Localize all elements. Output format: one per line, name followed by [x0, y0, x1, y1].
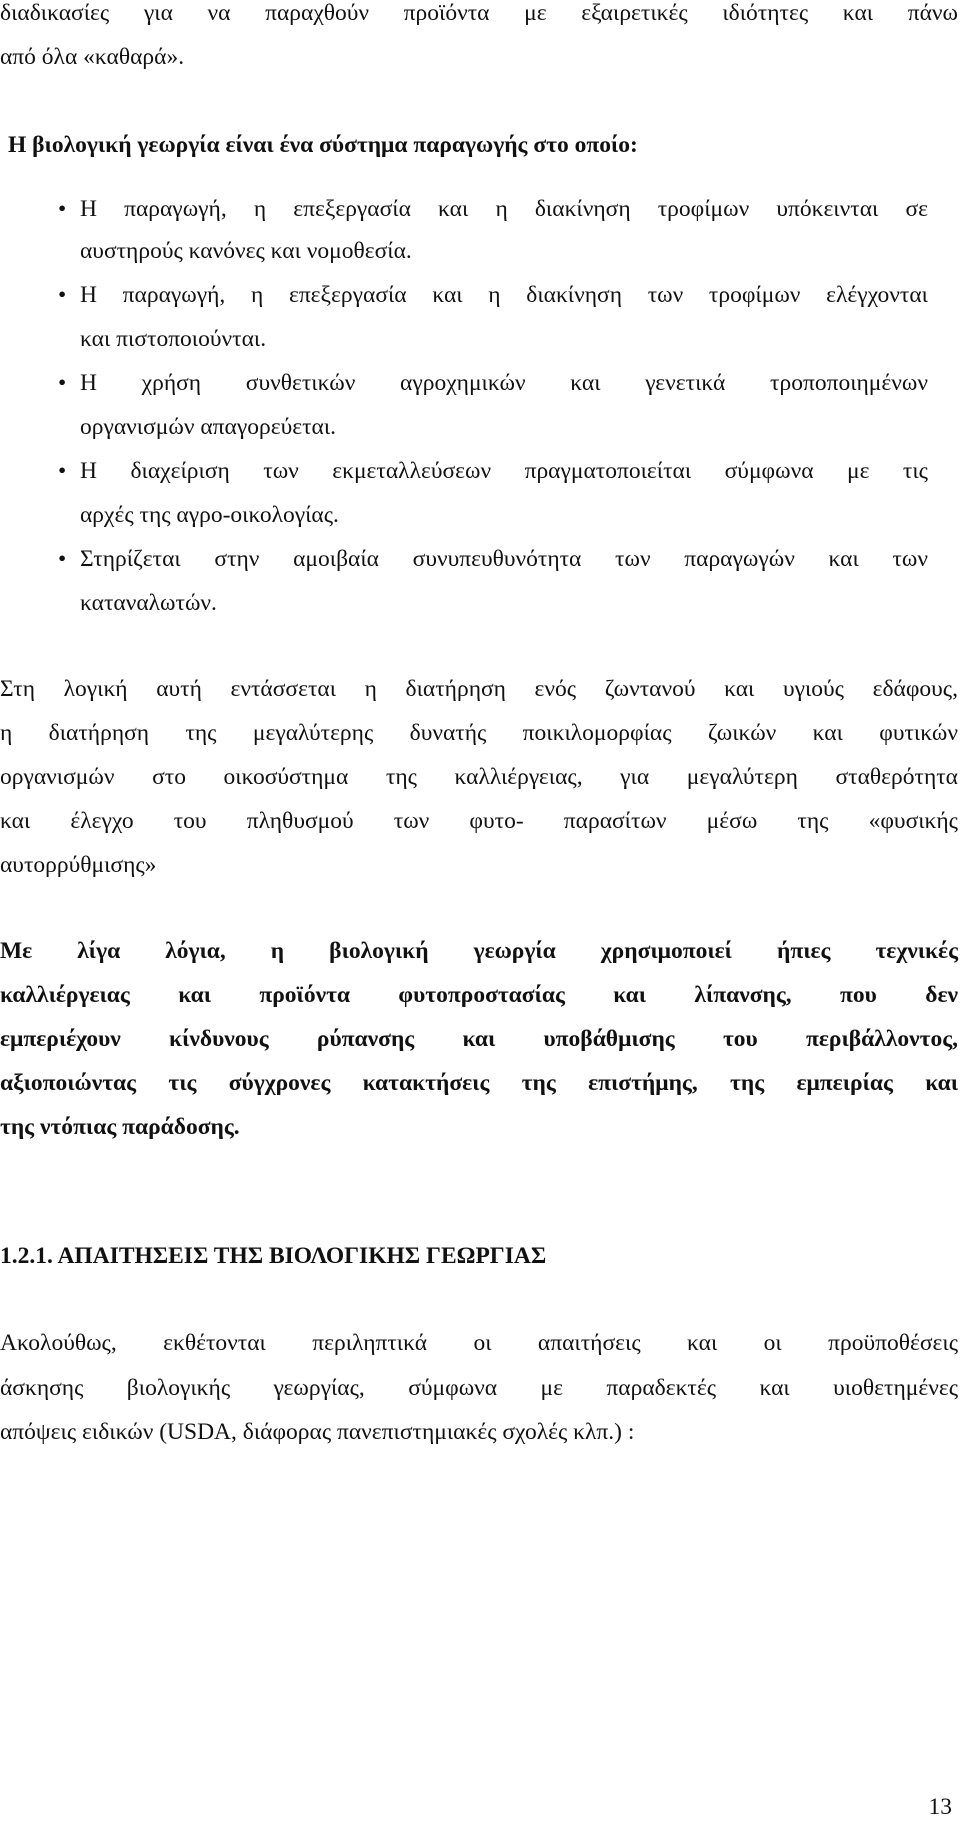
bullet-continuation: αρχές της αγρο-οικολογίας.	[80, 502, 339, 528]
paragraph-line: Στη λογική αυτή εντάσσεται η διατήρηση ενός ζωντανού και υγιούς εδάφους,	[0, 676, 958, 702]
page-number: 13	[928, 1794, 952, 1820]
intro-line-1: διαδικασίες για να παραχθούν προϊόντα με εξαιρετικές ιδιότητες και πάνω	[0, 0, 958, 26]
paragraph-line: άσκησης βιολογικής γεωργίας, σύμφωνα με παραδεκτές και υιοθετημένες	[0, 1375, 958, 1401]
intro-line-2: από όλα «καθαρά».	[0, 44, 185, 70]
paragraph-line: εμπεριέχουν κίνδυνους ρύπανσης και υποβάθμισης του περιβάλλοντος,	[0, 1026, 958, 1052]
bullet-item	[58, 372, 938, 402]
bullet-continuation: και πιστοποιούνται.	[80, 326, 267, 352]
bullet-item	[58, 460, 938, 490]
paragraph-line: Με λίγα λόγια, η βιολογική γεωργία χρησιμοποιεί ήπιες τεχνικές	[0, 938, 958, 964]
paragraph-line: της ντόπιας παράδοσης.	[0, 1114, 240, 1140]
bullet-text: Η παραγωγή, η επεξεργασία και η διακίνηση των τροφίμων ελέγχονται	[80, 282, 928, 308]
paragraph-line: οργανισμών στο οικοσύστημα της καλλιέργειας, για μεγαλύτερη σταθερότητα	[0, 764, 958, 790]
section-heading: 1.2.1. ΑΠΑΙΤΗΣΕΙΣ ΤΗΣ ΒΙΟΛΟΓΙΚΗΣ ΓΕΩΡΓΙΑΣ	[0, 1243, 547, 1269]
bullet-icon: •	[58, 196, 67, 222]
bullet-icon: •	[58, 458, 67, 484]
bullet-text: Η χρήση συνθετικών αγροχημικών και γενετικά τροποποιημένων	[80, 370, 928, 396]
paragraph-line: απόψεις ειδικών (USDA, διάφορας πανεπιστημιακές σχολές κλπ.) :	[0, 1419, 635, 1445]
paragraph-line: η διατήρηση της μεγαλύτερης δυνατής ποικιλομορφίας ζωικών και φυτικών	[0, 720, 958, 746]
bullet-text: Στηρίζεται στην αμοιβαία συνυπευθυνότητα των παραγωγών και των	[80, 546, 928, 572]
bullet-continuation: αυστηρούς κανόνες και νομοθεσία.	[80, 238, 412, 264]
bullet-item	[58, 284, 938, 314]
bullet-item	[58, 548, 938, 578]
system-heading: Η βιολογική γεωργία είναι ένα σύστημα παραγωγής στο οποίο:	[8, 132, 638, 158]
bullet-continuation: καταναλωτών.	[80, 590, 217, 616]
paragraph-line: αξιοποιώντας τις σύγχρονες κατακτήσεις της επιστήμης, της εμπειρίας και	[0, 1070, 958, 1096]
paragraph-line: αυτορρύθμισης»	[0, 852, 157, 878]
bullet-item	[58, 198, 938, 228]
bullet-icon: •	[58, 282, 67, 308]
paragraph-line: Ακολούθως, εκθέτονται περιληπτικά οι απαιτήσεις και οι προϋποθέσεις	[0, 1330, 958, 1356]
paragraph-line: καλλιέργειας και προϊόντα φυτοπροστασίας και λίπανσης, που δεν	[0, 982, 958, 1008]
bullet-text: Η διαχείριση των εκμεταλλεύσεων πραγματοποιείται σύμφωνα με τις	[80, 458, 928, 484]
bullet-continuation: οργανισμών απαγορεύεται.	[80, 414, 337, 440]
bullet-icon: •	[58, 546, 67, 572]
bullet-icon: •	[58, 370, 67, 396]
bullet-text: Η παραγωγή, η επεξεργασία και η διακίνηση τροφίμων υπόκεινται σε	[80, 196, 928, 222]
paragraph-line: και έλεγχο του πληθυσμού των φυτο- παρασίτων μέσω της «φυσικής	[0, 808, 958, 834]
